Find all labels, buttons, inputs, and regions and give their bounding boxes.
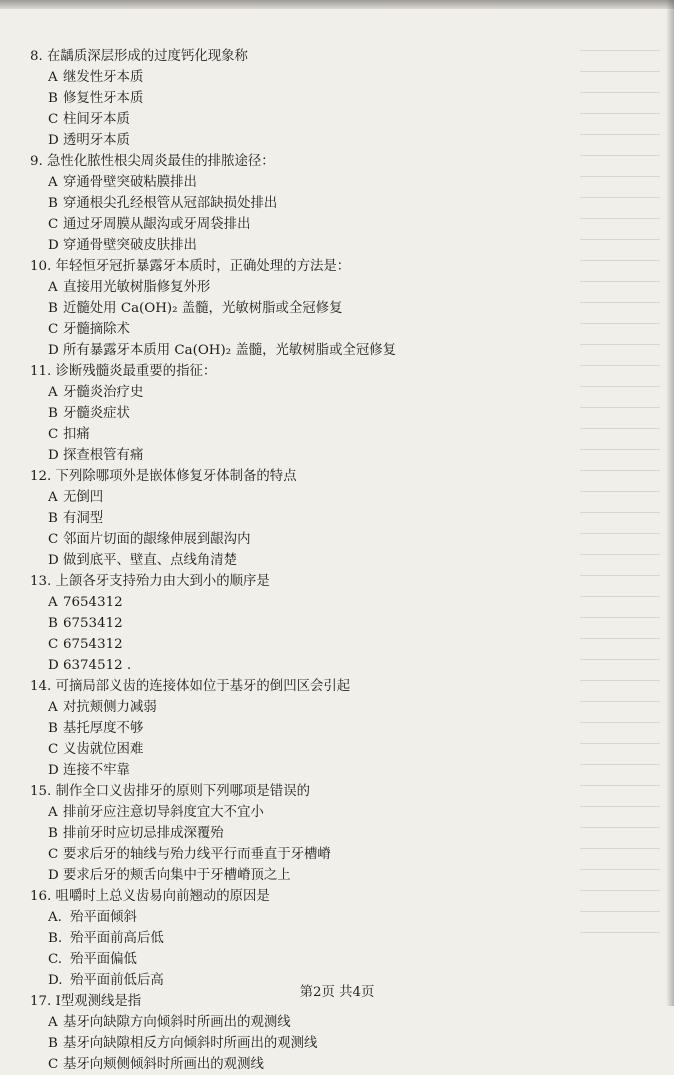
question-block [30, 361, 640, 466]
option-text: 对抗颊侧力减弱 [63, 700, 157, 715]
option-letter: D [48, 763, 59, 778]
scan-edge-right [666, 0, 674, 1006]
option-letter: D [48, 238, 59, 253]
option-letter: B [48, 196, 58, 211]
option-row [30, 235, 640, 256]
exam-page [30, 46, 640, 1075]
option-row [30, 634, 640, 655]
option-text: 牙髓炎治疗史 [63, 385, 144, 400]
option-letter: C [48, 217, 59, 232]
option-text: 殆平面倾斜 [70, 910, 137, 925]
option-letter: C [48, 637, 59, 652]
option-row [30, 445, 640, 466]
option-letter: A [48, 1015, 58, 1030]
option-text: 6753412 [63, 616, 123, 631]
option-row [30, 697, 640, 718]
question-title: 11. 诊断残髓炎最重要的指征： [30, 364, 217, 379]
option-letter: C. [48, 952, 63, 967]
scan-edge-top [0, 0, 674, 9]
option-row [30, 1033, 640, 1054]
option-text: 6374512 . [63, 658, 132, 673]
option-text: 做到底平、壁直、点线角清楚 [63, 553, 238, 568]
option-text: 基牙向缺隙相反方向倾斜时所画出的观测线 [63, 1036, 318, 1051]
option-letter: D [48, 868, 59, 883]
option-text: 7654312 [63, 595, 123, 610]
option-text: 有洞型 [63, 511, 104, 526]
option-letter: A [48, 595, 58, 610]
option-text: 修复性牙本质 [63, 91, 144, 106]
option-row [30, 592, 640, 613]
question-block [30, 781, 640, 886]
option-text: 透明牙本质 [63, 133, 130, 148]
option-row [30, 424, 640, 445]
option-letter: A [48, 805, 58, 820]
option-row [30, 655, 640, 676]
option-letter: A [48, 175, 58, 190]
option-text: 近髓处用 Ca(OH)₂ 盖髓，光敏树脂或全冠修复 [63, 301, 343, 316]
option-row [30, 613, 640, 634]
option-text: 基牙向缺隙方向倾斜时所画出的观测线 [63, 1015, 291, 1030]
option-letter: D [48, 133, 59, 148]
option-text: 所有暴露牙本质用 Ca(OH)₂ 盖髓，光敏树脂或全冠修复 [63, 343, 397, 358]
option-row [30, 760, 640, 781]
option-text: 6754312 [63, 637, 123, 652]
option-row [30, 382, 640, 403]
option-letter: A [48, 700, 58, 715]
option-row [30, 277, 640, 298]
option-letter: D [48, 343, 59, 358]
question-title: 9. 急性化脓性根尖周炎最佳的排脓途径： [30, 154, 275, 169]
question-title: 8. 在龋质深层形成的过度钙化现象称 [30, 49, 248, 64]
option-text: 殆平面前低后高 [70, 973, 164, 988]
option-text: 无倒凹 [63, 490, 104, 505]
question-block [30, 46, 640, 151]
option-row [30, 109, 640, 130]
question-title: 16. 咀嚼时上总义齿易向前翘动的原因是 [30, 889, 270, 904]
option-text: 殆平面前高后低 [70, 931, 164, 946]
question-block [30, 151, 640, 256]
option-row [30, 193, 640, 214]
option-text: 义齿就位困难 [63, 742, 144, 757]
option-row [30, 865, 640, 886]
option-row [30, 928, 640, 949]
question-title: 13. 上颌各牙支持殆力由大到小的顺序是 [30, 574, 270, 589]
option-letter: D [48, 658, 59, 673]
option-row [30, 844, 640, 865]
question-title: 10. 年轻恒牙冠折暴露牙本质时，正确处理的方法是： [30, 259, 351, 274]
option-text: 要求后牙的颊舌向集中于牙槽嵴顶之上 [63, 868, 291, 883]
option-text: 排前牙时应切忌排成深覆殆 [63, 826, 224, 841]
question-title: 12. 下列除哪项外是嵌体修复牙体制备的特点 [30, 469, 297, 484]
option-row [30, 802, 640, 823]
option-text: 基牙向颊侧倾斜时所画出的观测线 [63, 1057, 264, 1072]
option-row [30, 949, 640, 970]
option-row [30, 214, 640, 235]
option-text: 连接不牢靠 [63, 763, 130, 778]
option-text: 殆平面偏低 [70, 952, 137, 967]
option-letter: C [48, 532, 59, 547]
option-row [30, 403, 640, 424]
option-text: 牙髓摘除术 [63, 322, 130, 337]
option-letter: B [48, 91, 58, 106]
page-footer: 第2页 共4页 [299, 985, 375, 1000]
option-row [30, 907, 640, 928]
option-row [30, 739, 640, 760]
option-letter: C [48, 1057, 59, 1072]
option-letter: A [48, 280, 58, 295]
option-letter: B [48, 826, 58, 841]
option-letter: C [48, 847, 59, 862]
option-row [30, 508, 640, 529]
option-text: 牙髓炎症状 [63, 406, 130, 421]
option-letter: B [48, 1036, 58, 1051]
question-title: 15. 制作全口义齿排牙的原则下列哪项是错误的 [30, 784, 310, 799]
question-block [30, 676, 640, 781]
option-row [30, 550, 640, 571]
option-text: 继发性牙本质 [63, 70, 144, 85]
question-block [30, 571, 640, 676]
option-row [30, 487, 640, 508]
option-row [30, 319, 640, 340]
option-row [30, 1054, 640, 1075]
option-letter: A [48, 490, 58, 505]
option-letter: D. [48, 973, 63, 988]
option-text: 穿通骨壁突破粘膜排出 [63, 175, 197, 190]
option-letter: C [48, 427, 59, 442]
option-letter: B [48, 721, 58, 736]
option-row [30, 718, 640, 739]
question-block [30, 466, 640, 571]
option-letter: B [48, 301, 58, 316]
option-letter: B [48, 616, 58, 631]
option-row [30, 529, 640, 550]
option-row [30, 88, 640, 109]
option-row [30, 823, 640, 844]
option-text: 基托厚度不够 [63, 721, 144, 736]
option-letter: D [48, 448, 59, 463]
option-text: 要求后牙的轴线与殆力线平行而垂直于牙槽嵴 [63, 847, 331, 862]
option-letter: C [48, 112, 59, 127]
option-letter: A. [48, 910, 62, 925]
option-text: 穿通根尖孔经根管从冠部缺损处排出 [63, 196, 278, 211]
option-row [30, 172, 640, 193]
option-text: 通过牙周膜从龈沟或牙周袋排出 [63, 217, 251, 232]
question-block [30, 886, 640, 991]
question-title: 14. 可摘局部义齿的连接体如位于基牙的倒凹区会引起 [30, 679, 351, 694]
option-text: 探查根管有痛 [63, 448, 144, 463]
option-letter: D [48, 553, 59, 568]
option-text: 穿通骨壁突破皮肤排出 [63, 238, 197, 253]
option-letter: C [48, 322, 59, 337]
option-row [30, 298, 640, 319]
option-letter: A [48, 385, 58, 400]
option-text: 排前牙应注意切导斜度宜大不宜小 [63, 805, 264, 820]
option-text: 邻面片切面的龈缘伸展到龈沟内 [63, 532, 251, 547]
option-text: 扣痛 [63, 427, 90, 442]
option-letter: B. [48, 931, 63, 946]
question-block [30, 256, 640, 361]
option-letter: B [48, 511, 58, 526]
option-row [30, 130, 640, 151]
option-letter: C [48, 742, 59, 757]
question-title: 17. Ⅰ型观测线是指 [30, 994, 142, 1009]
question-block [30, 991, 640, 1075]
option-text: 柱间牙本质 [63, 112, 130, 127]
option-text: 直接用光敏树脂修复外形 [63, 280, 211, 295]
option-row [30, 1012, 640, 1033]
option-letter: B [48, 406, 58, 421]
option-letter: A [48, 70, 58, 85]
option-row [30, 340, 640, 361]
option-row [30, 67, 640, 88]
